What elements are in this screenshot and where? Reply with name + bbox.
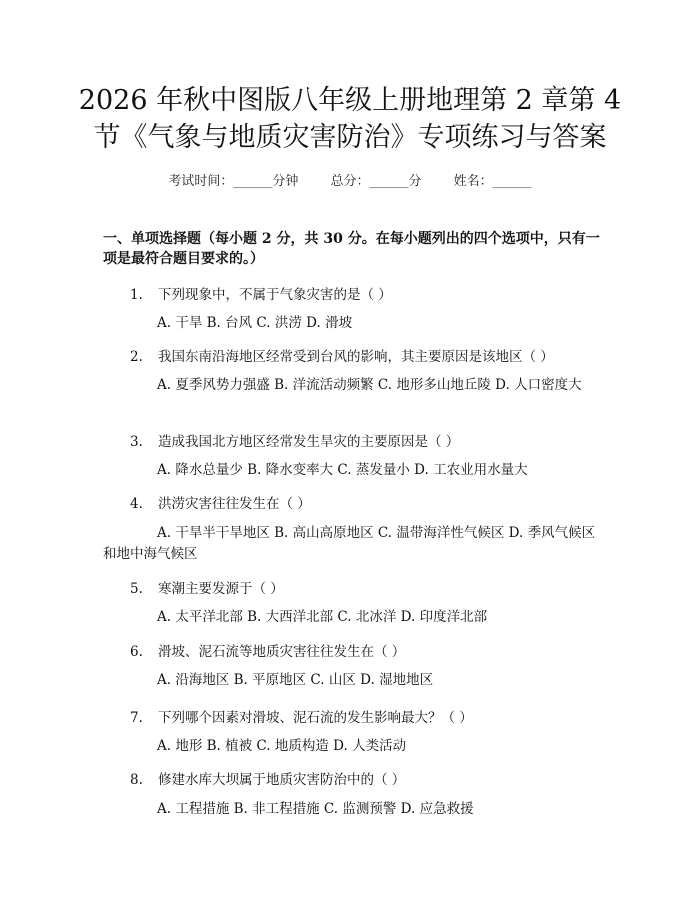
question-6-options: A. 沿海地区 B. 平原地区 C. 山区 D. 湿地地区 xyxy=(157,672,434,688)
question-3 xyxy=(130,430,459,450)
question-text: 下列哪个因素对滑坡、泥石流的发生影响最大？（ ） xyxy=(158,710,473,726)
exam-info-row xyxy=(0,170,700,189)
question-number: 4. xyxy=(130,496,143,512)
total-score-field: 总分：______分 xyxy=(330,174,422,189)
question-text: 下列现象中，不属于气象灾害的是（ ） xyxy=(158,287,392,303)
section-heading: 一、单项选择题（每小题 2 分，共 30 分。在每小题列出的四个选项中，只有一项是最符合题目要求的。） xyxy=(103,231,600,267)
question-number: 5. xyxy=(130,581,143,597)
question-text: 洪涝灾害往往发生在（ ） xyxy=(158,496,311,512)
question-8 xyxy=(130,768,405,788)
question-8-options: A. 工程措施 B. 非工程措施 C. 监测预警 D. 应急救援 xyxy=(157,801,474,817)
question-number: 2. xyxy=(130,349,143,365)
question-text: 我国东南沿海地区经常受到台风的影响，其主要原因是该地区（ ） xyxy=(158,349,554,365)
question-3-options: A. 降水总量少 B. 降水变率大 C. 蒸发量小 D. 工农业用水量大 xyxy=(157,462,528,478)
question-number: 8. xyxy=(130,772,143,788)
question-text: 寒潮主要发源于（ ） xyxy=(158,581,284,597)
question-text: 滑坡、泥石流等地质灾害往往发生在（ ） xyxy=(158,644,406,660)
document-title-line-2: 节《气象与地质灾害防治》专项练习与答案 xyxy=(93,122,607,153)
question-1 xyxy=(130,283,392,303)
student-name-field: 姓名：______ xyxy=(453,174,532,189)
question-7 xyxy=(130,706,473,726)
question-1-options: A. 干旱 B. 台风 C. 洪涝 D. 滑坡 xyxy=(157,315,353,331)
question-number: 3. xyxy=(130,434,143,450)
question-4-options: A. 干旱半干旱地区 B. 高山高原地区 C. 温带海洋性气候区 D. 季风气候区和地中海气候区 xyxy=(103,525,596,562)
question-2 xyxy=(130,345,554,365)
document-title-line-1: 2026 年秋中图版八年级上册地理第 2 章第 4 xyxy=(78,85,622,116)
question-text: 造成我国北方地区经常发生旱灾的主要原因是（ ） xyxy=(158,434,460,450)
question-5 xyxy=(130,577,284,597)
question-6 xyxy=(130,640,405,660)
exam-time-field: 考试时间：______分钟 xyxy=(168,174,299,189)
question-7-options: A. 地形 B. 植被 C. 地质构造 D. 人类活动 xyxy=(157,738,407,754)
question-5-options: A. 太平洋北部 B. 大西洋北部 C. 北冰洋 D. 印度洋北部 xyxy=(157,609,488,625)
question-number: 7. xyxy=(130,710,143,726)
question-number: 6. xyxy=(130,644,143,660)
question-2-options: A. 夏季风势力强盛 B. 洋流活动频繁 C. 地形多山地丘陵 D. 人口密度大 xyxy=(157,377,582,393)
question-4 xyxy=(130,492,311,512)
question-text: 修建水库大坝属于地质灾害防治中的（ ） xyxy=(158,772,406,788)
question-number: 1. xyxy=(130,287,143,303)
